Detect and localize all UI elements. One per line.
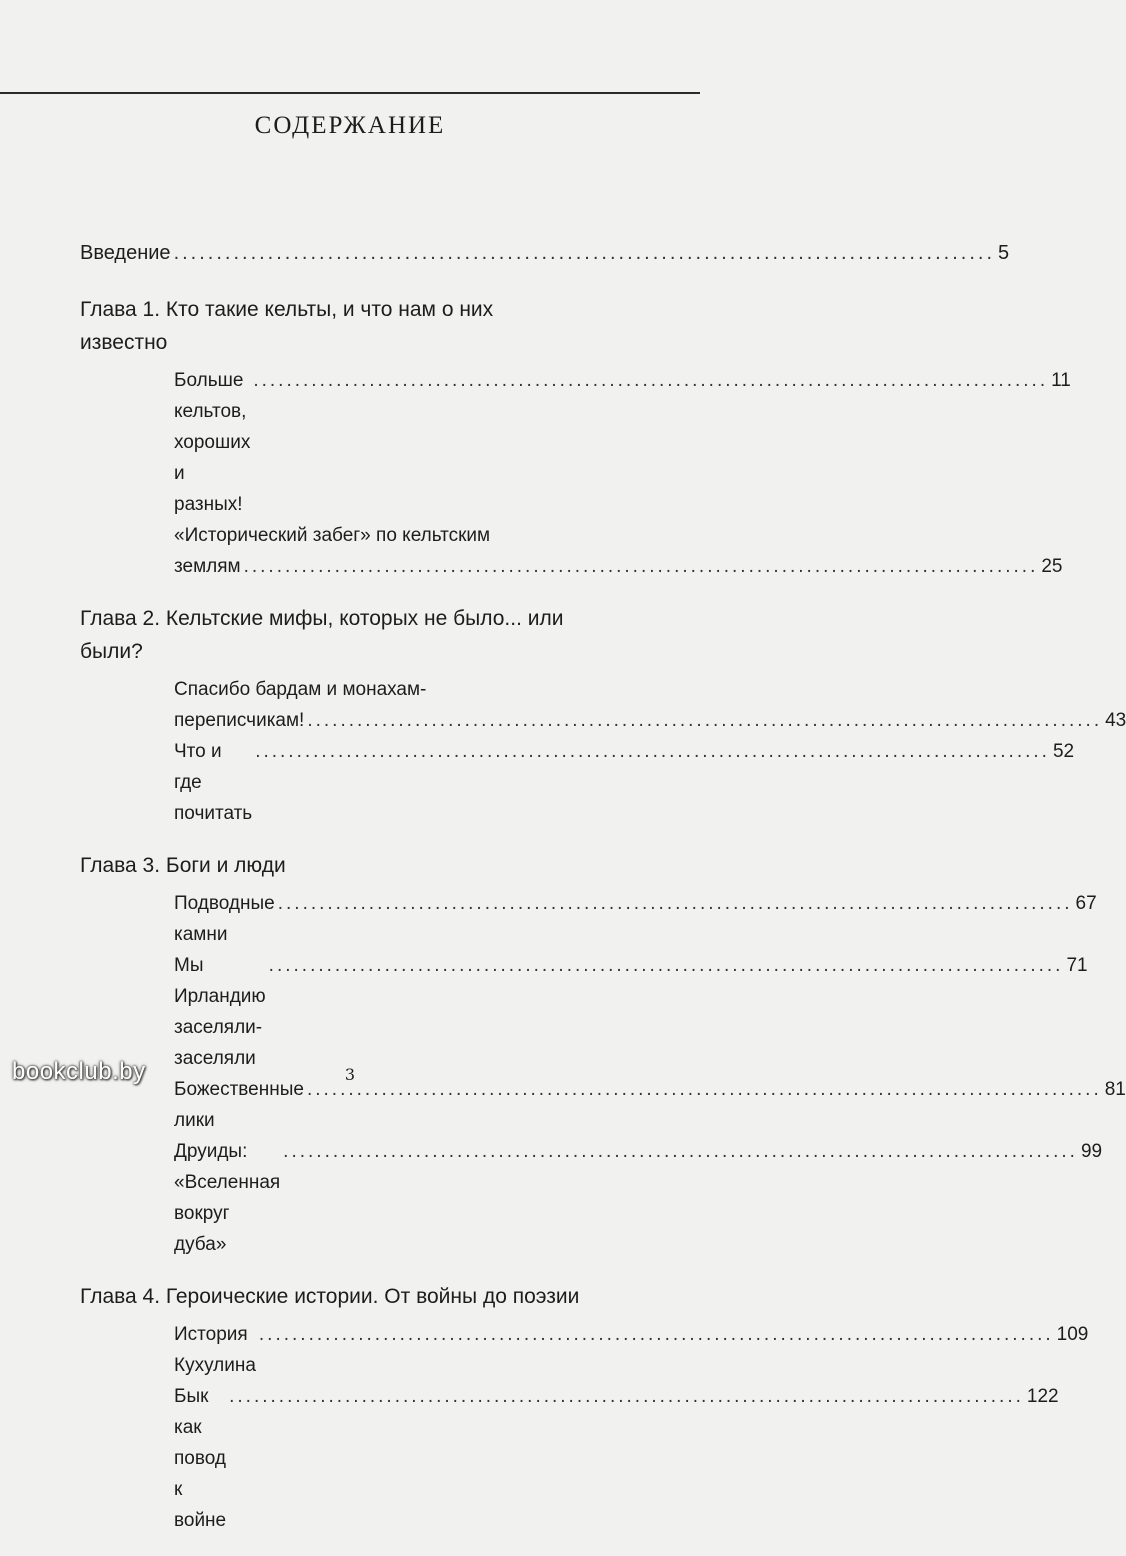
toc-entry-label: Мы Ирландию заселяли-заселяли: [174, 955, 266, 1069]
toc-entry-label: Введение: [80, 242, 171, 264]
page-number: 3: [344, 1065, 356, 1084]
chapter-title: Глава 2. Кельтские мифы, которых не было... или были?: [80, 607, 564, 663]
toc-entry-page: 11: [1051, 370, 1071, 391]
toc-entry-page: 25: [1041, 556, 1063, 577]
toc-entry-label-line2: переписчикам!: [174, 710, 305, 731]
toc-entry: [80, 520, 1063, 582]
toc-chapter-1: [80, 293, 1071, 582]
toc-entry: [80, 1136, 1103, 1260]
toc-entry-page: 5: [998, 242, 1010, 264]
toc-entry: [80, 674, 1126, 736]
toc-chapter-2: [80, 602, 1126, 829]
toc-entry-page: 81: [1104, 1079, 1126, 1100]
toc-entry: [80, 736, 1075, 829]
leader-dots: [174, 238, 995, 269]
toc-entry: [80, 888, 1097, 950]
toc-entry-label: Больше кельтов, хороших и разных!: [174, 370, 251, 515]
leader-dots: [255, 736, 1050, 767]
toc-entry-intro: [80, 238, 1010, 269]
leader-dots: [244, 551, 1039, 582]
chapter-title: Глава 4. Героические истории. От войны до поэзии: [80, 1285, 580, 1308]
chapter-title: Глава 1. Кто такие кельты, и что нам о них известно: [80, 298, 494, 354]
toc-entry-page: 99: [1080, 1141, 1103, 1162]
toc-entry-label-line2: землям: [174, 556, 241, 577]
chapter-title: Глава 3. Боги и люди: [80, 854, 286, 877]
leader-dots: [229, 1381, 1024, 1412]
table-of-contents: [80, 238, 1126, 1556]
toc-entry-page: 67: [1075, 893, 1097, 914]
toc-entry-label: История Кухулина: [174, 1324, 256, 1376]
toc-entry-page: 109: [1056, 1324, 1089, 1345]
toc-entry-label-line1: Спасибо бардам и монахам-: [174, 679, 427, 700]
toc-entry-label: Друиды: «Вселенная вокруг дуба»: [174, 1141, 281, 1255]
page-title: СОДЕРЖАНИЕ: [254, 112, 446, 139]
toc-entry-label-line1: «Исторический забег» по кельтским: [174, 525, 491, 546]
toc-entry-label: Подводные камни: [174, 893, 275, 945]
toc-entry: [80, 1381, 1059, 1536]
toc-entry: [80, 1319, 1089, 1381]
leader-dots: [253, 365, 1048, 396]
leader-dots: [307, 705, 1102, 736]
toc-entry-label: Бык как повод к войне: [174, 1386, 227, 1531]
leader-dots: [259, 1319, 1054, 1350]
toc-entry-page: 122: [1026, 1386, 1059, 1407]
header-rule: [0, 92, 700, 94]
toc-entry: [80, 365, 1071, 520]
toc-chapter-3: [80, 849, 1126, 1260]
toc-chapter-4: [80, 1280, 1089, 1536]
toc-entry-page: 43: [1105, 710, 1126, 731]
leader-dots: [269, 950, 1064, 981]
toc-entry-label: Что и где почитать: [174, 741, 253, 824]
toc-entry-label: Божественные лики: [174, 1079, 304, 1131]
toc-entry-page: 71: [1066, 955, 1088, 976]
toc-entry-page: 52: [1052, 741, 1075, 762]
toc-entry: [80, 950, 1088, 1074]
watermark-logo: bookclub.by: [12, 1058, 146, 1085]
leader-dots: [278, 888, 1073, 919]
leader-dots: [283, 1136, 1078, 1167]
